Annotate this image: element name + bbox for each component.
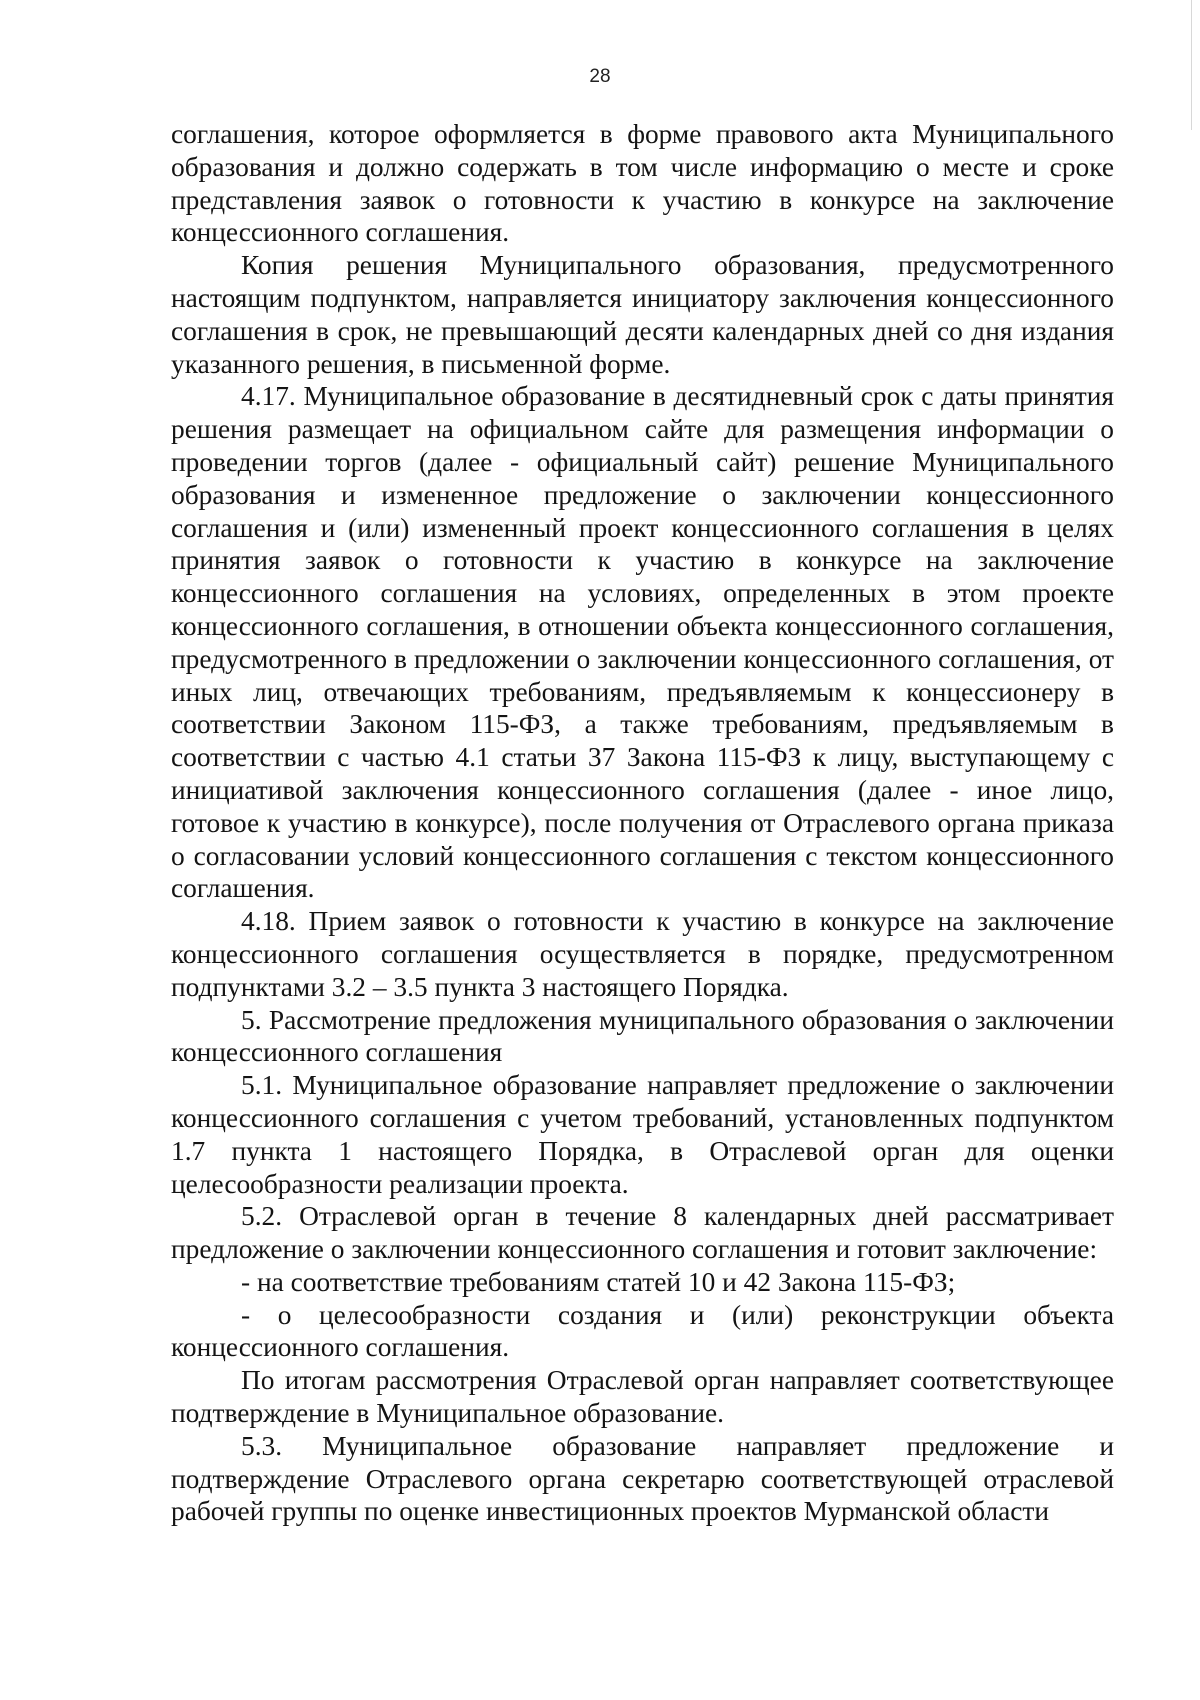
paragraph-copy-of-decision: Копия решения Муниципального образования, предусмотренного настоящим подпунктом, направляется инициатору заключения концессионного соглашения в срок, не превышающий десяти календарных дней со дня издания указанного решения, в письменной форме.: [171, 250, 1114, 379]
page-number: 28: [589, 66, 611, 87]
section-heading-5: 5. Рассмотрение предложения муниципального образования о заключении концессионного соглашения: [171, 1004, 1114, 1068]
paragraph-5-3: 5.3. Муниципальное образование направляет предложение и подтверждение Отраслевого органа секретарю соответствующей отраслевой рабочей группы по оценке инвестиционных проектов Мурманской области: [171, 1430, 1114, 1527]
paragraph-continuation: соглашения, которое оформляется в форме правового акта Муниципального образования и должно содержать в том числе информацию о месте и сроке представления заявок о готовности к участию в конкурсе на заключение концессионного соглашения.: [171, 119, 1114, 248]
document-body: [171, 118, 1114, 1528]
paragraph-4-17: 4.17. Муниципальное образование в десятидневный срок с даты принятия решения размещает на официальном сайте для размещения информации о проведении торгов (далее - официальный сайт) решение Муниципального образования и измененное предложение о заключении концессионного соглашения и (или) измененный проект концессионного соглашения в целях принятия заявок о готовности к участию в конкурсе на заключение концессионного соглашения на условиях, определенных в этом проекте концессионного соглашения, в отношении объекта концессионного соглашения, предусмотренного в предложении о заключении концессионного соглашения, от иных лиц, отвечающих требованиям, предъявляемым к концессионеру в соответствии Законом 115-ФЗ, а также требованиям, предъявляемым в соответствии с частью 4.1 статьи 37 Закона 115-ФЗ к лицу, выступающему с инициативой заключения концессионного соглашения (далее - иное лицо, готовое к участию в конкурсе), после получения от Отраслевого органа приказа о согласовании условий концессионного соглашения с текстом концессионного соглашения.: [171, 381, 1114, 904]
scan-edge-line: [1191, 0, 1192, 130]
paragraph-4-18: 4.18. Прием заявок о готовности к участию в конкурсе на заключение концессионного соглашения осуществляется в порядке, предусмотренном подпунктами 3.2 – 3.5 пункта 3 настоящего Порядка.: [171, 906, 1114, 1002]
paragraph-5-2: 5.2. Отраслевой орган в течение 8 календарных дней рассматривает предложение о заключении концессионного соглашения и готовит заключение:: [171, 1201, 1114, 1265]
paragraph-review-results: По итогам рассмотрения Отраслевой орган направляет соответствующее подтверждение в Муниципальное образование.: [171, 1365, 1114, 1429]
paragraph-5-1: 5.1. Муниципальное образование направляет предложение о заключении концессионного соглашения с учетом требований, установленных подпунктом 1.7 пункта 1 настоящего Порядка, в Отраслевой орган для оценки целесообразности реализации проекта.: [171, 1070, 1114, 1199]
list-item-feasibility: - о целесообразности создания и (или) реконструкции объекта концессионного соглашения.: [171, 1299, 1114, 1363]
list-item-compliance: - на соответствие требованиям статей 10 и 42 Закона 115-ФЗ;: [241, 1266, 956, 1297]
